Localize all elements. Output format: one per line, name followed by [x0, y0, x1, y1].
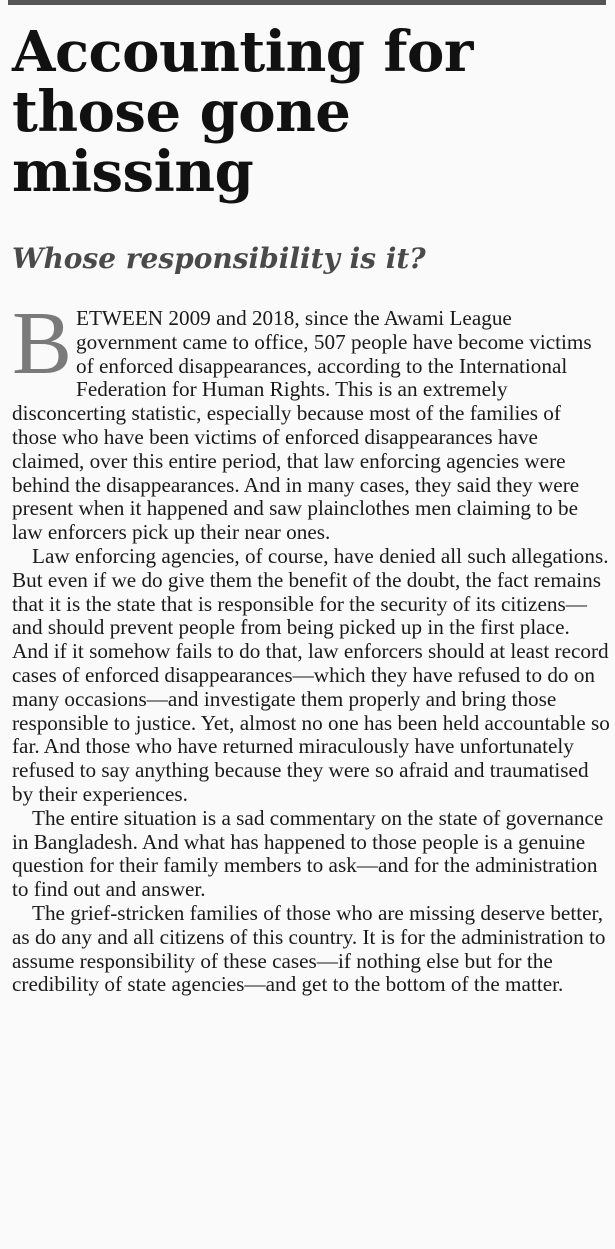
paragraph-1: [12, 294, 610, 545]
paragraph-3: The entire situation is a sad commentary on the state of governance in Bangladesh. And what has happened to those people is a genuine question for their family members to ask—and for the administration to find out and answer.: [12, 805, 604, 902]
paragraph-4: The grief-stricken families of those who are missing deserve better, as do any and all citizens of this country. It is for the administration to assume responsibility of these cases—if nothing else but for the credibility of state agencies—and get to the bottom of the matter.: [12, 900, 606, 997]
paragraph-2: Law enforcing agencies, of course, have denied all such allegations. But even if we do give them the benefit of the doubt, the fact remains that it is the state that is responsible for the security of its citizens—and should prevent people from being picked up in the first place. And if it somehow fails to do that, law enforcers should at least record cases of enforced disappearances—which they have refused to do on many occasions—and investigate them properly and bring those responsible to justice. Yet, almost no one has been held accountable so far. And those who have returned miraculously have unfortunately refused to say anything because they were so afraid and traumatised by their experiences.: [12, 543, 610, 806]
article-body: [12, 294, 610, 997]
subheadline: Whose responsibility is it?: [12, 242, 426, 275]
paragraph-1-text: ETWEEN 2009 and 2018, since the Awami League government came to office, 507 people have become victims of enforced disappearances, according to the International Federation for Human Rights. This is an extremely disconcerting statistic, especially because most of the families of those who have been victims of enforced disappearances have claimed, over this entire period, that law enforcing agencies were behind the disappearances. And in many cases, they said they were present when it happened and saw plainclothes men claiming to be law enforcers pick up their near ones.: [12, 306, 592, 545]
drop-cap: B: [12, 294, 73, 393]
headline: Accounting for those gone missing: [12, 19, 473, 205]
top-rule: [8, 0, 606, 5]
